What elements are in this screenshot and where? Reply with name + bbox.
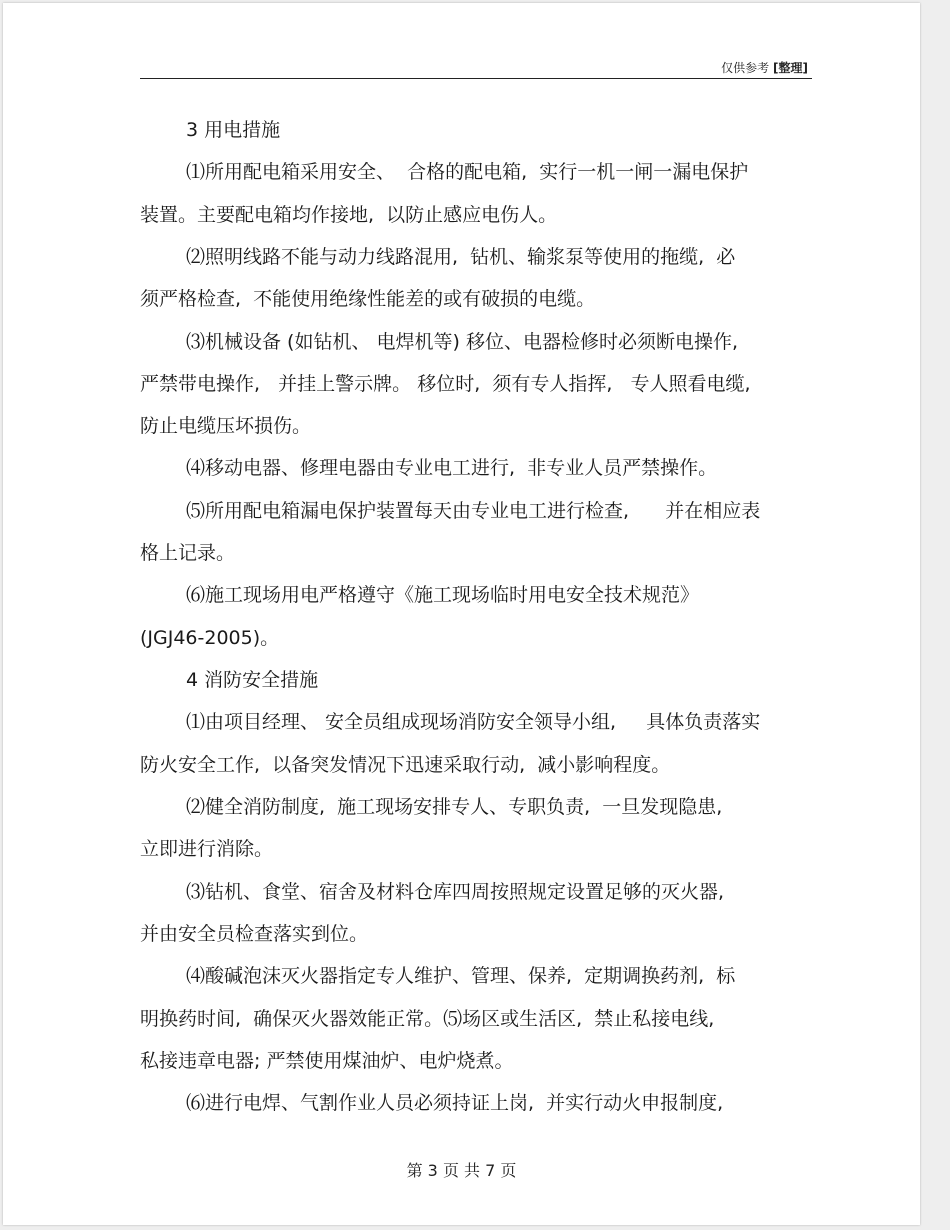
page-header bbox=[721, 59, 808, 76]
text-line: 并由安全员检查落实到位。 bbox=[140, 923, 369, 945]
page-number: 第 3 页 共 7 页 bbox=[406, 1161, 517, 1180]
text-line: ⑶钻机、食堂、宿舍及材料仓库四周按照规定设置足够的灭火器, bbox=[186, 881, 725, 903]
text-line: 私接违章电器; 严禁使用煤油炉、电炉烧煮。 bbox=[140, 1050, 514, 1072]
header-divider bbox=[140, 78, 812, 79]
text-line: (JGJ46-2005)。 bbox=[140, 627, 280, 649]
text-line: ⑹进行电焊、气割作业人员必须持证上岗, 并实行动火申报制度, bbox=[186, 1092, 724, 1114]
text-line: 严禁带电操作, 并挂上警示牌。 移位时, 须有专人指挥, 专人照看电缆, bbox=[140, 373, 751, 395]
text-line: 防火安全工作, 以备突发情况下迅速采取行动, 减小影响程度。 bbox=[140, 754, 671, 776]
text-line: ⑵照明线路不能与动力线路混用, 钻机、输浆泵等使用的拖缆, 必 bbox=[186, 246, 736, 268]
text-line: 立即进行消除。 bbox=[140, 838, 274, 860]
text-line: 防止电缆压坏损伤。 bbox=[140, 415, 312, 437]
text-line: ⑷移动电器、修理电器由专业电工进行, 非专业人员严禁操作。 bbox=[186, 457, 718, 479]
text-line: ⑶机械设备 (如钻机、 电焊机等) 移位、电器检修时必须断电操作, bbox=[186, 331, 738, 353]
text-line: ⑹施工现场用电严格遵守《施工现场临时用电安全技术规范》 bbox=[186, 584, 700, 606]
text-line: ⑴所用配电箱采用安全、 合格的配电箱, 实行一机一闸一漏电保护 bbox=[186, 161, 749, 183]
text-line: 格上记录。 bbox=[140, 542, 236, 564]
section-heading: 4 消防安全措施 bbox=[186, 669, 319, 691]
text-line: ⑵健全消防制度, 施工现场安排专人、专职负责, 一旦发现隐患, bbox=[186, 796, 723, 818]
document-page bbox=[3, 3, 920, 1225]
text-line: ⑷酸碱泡沫灭火器指定专人维护、管理、保养, 定期调换药剂, 标 bbox=[186, 965, 736, 987]
text-line: ⑸所用配电箱漏电保护装置每天由专业电工进行检查, 并在相应表 bbox=[186, 500, 761, 522]
header-label: 仅供参考 bbox=[721, 61, 770, 75]
section-heading: 3 用电措施 bbox=[186, 119, 281, 141]
text-line: ⑴由项目经理、 安全员组成现场消防安全领导小组, 具体负责落实 bbox=[186, 711, 761, 733]
text-line: 须严格检查, 不能使用绝缘性能差的或有破损的电缆。 bbox=[140, 288, 596, 310]
text-line: 装置。主要配电箱均作接地, 以防止感应电伤人。 bbox=[140, 204, 558, 226]
header-tag: [整理] bbox=[773, 61, 808, 75]
text-line: 明换药时间, 确保灭火器效能正常。⑸场区或生活区, 禁止私接电线, bbox=[140, 1008, 715, 1030]
